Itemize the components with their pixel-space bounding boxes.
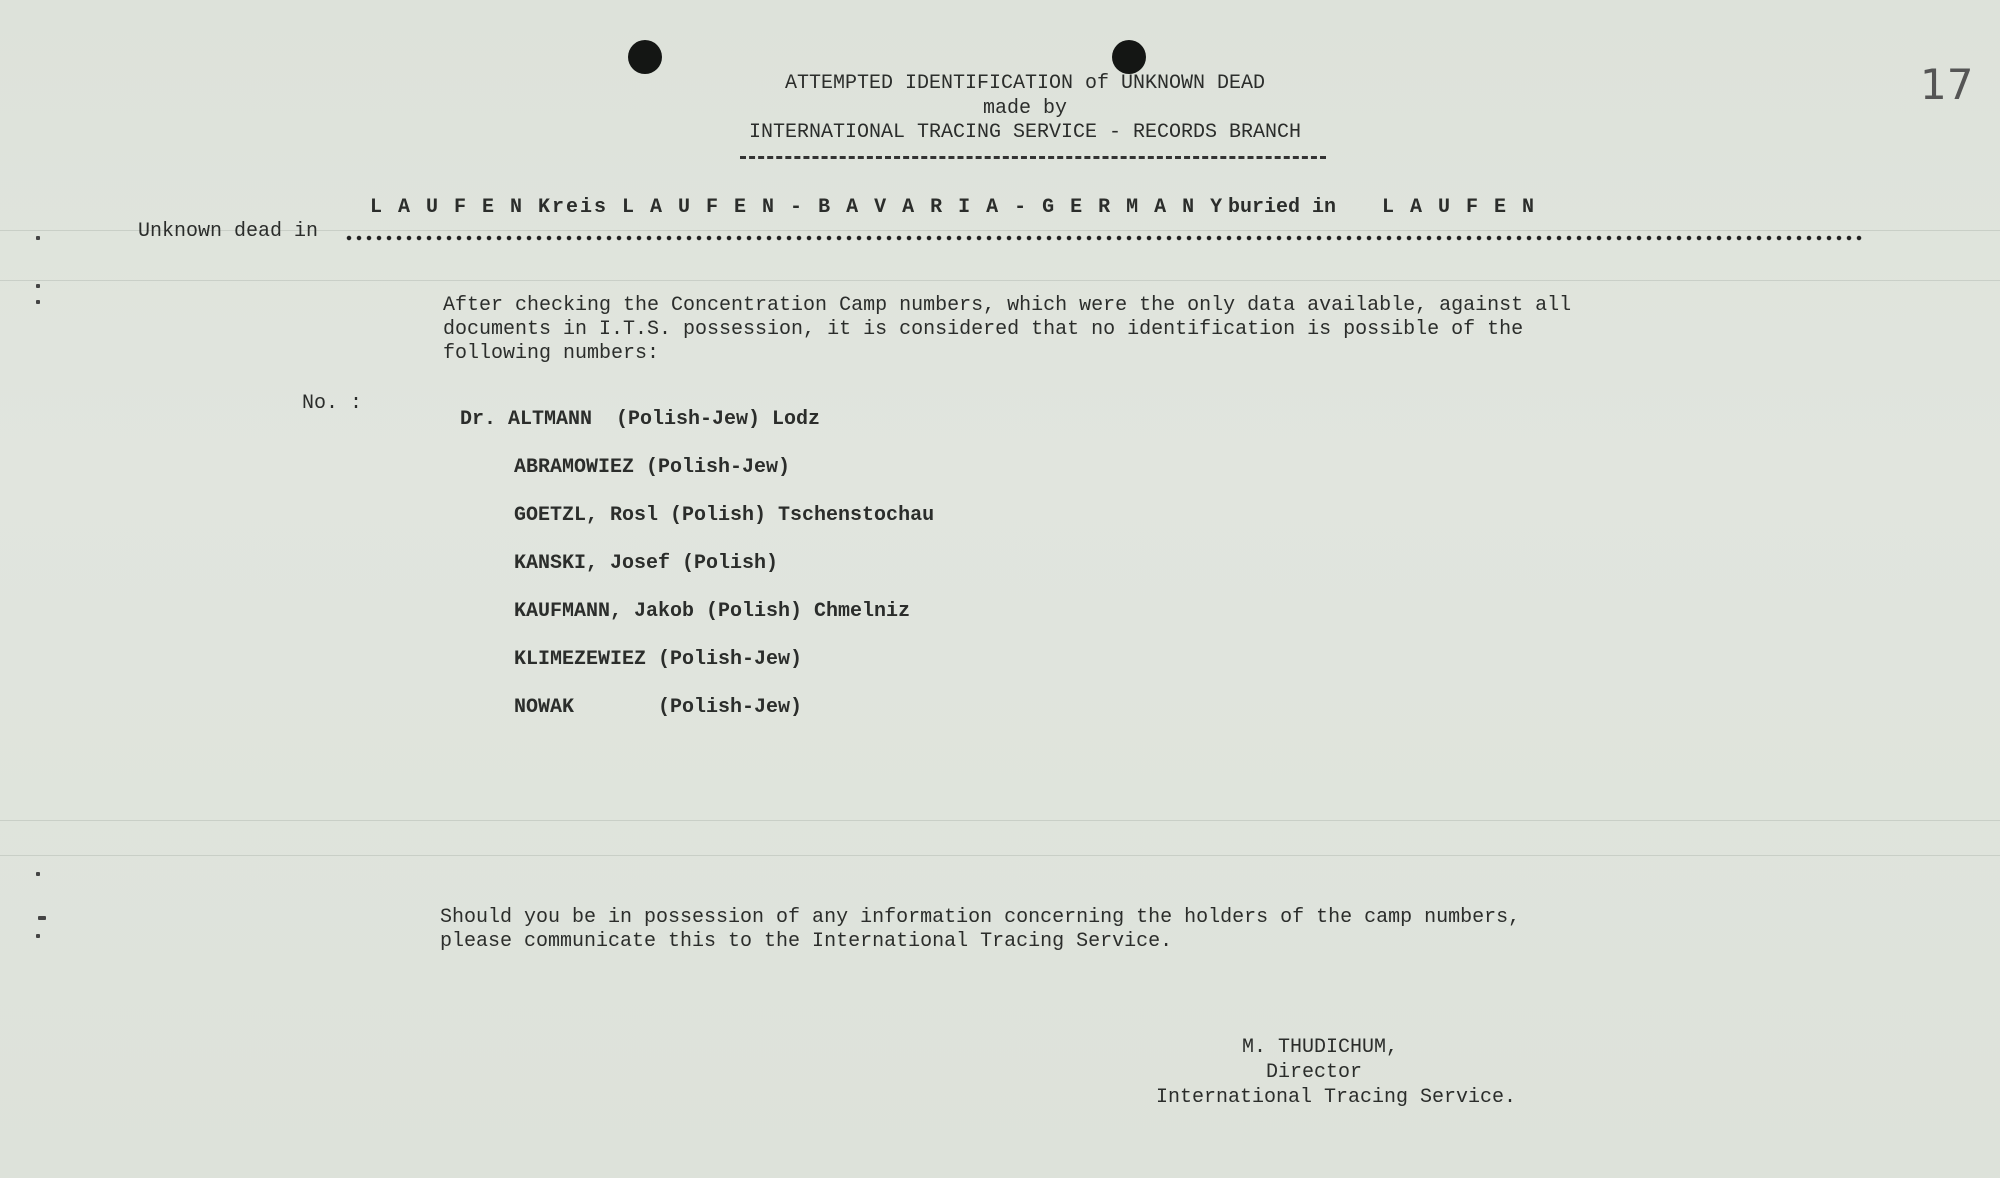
- margin-mark: [38, 916, 46, 920]
- header-title: ATTEMPTED IDENTIFICATION of UNKNOWN DEAD: [784, 72, 1266, 95]
- buried-place: L A U F E N: [1382, 196, 1537, 219]
- closing-line-2: please communicate this to the International Tracing Service.: [440, 930, 1173, 953]
- signature-title: Director: [1266, 1061, 1363, 1084]
- dotted-leader: [344, 235, 1866, 241]
- punch-hole-left: [628, 40, 662, 74]
- header-made-by: made by: [982, 97, 1067, 120]
- margin-mark: [36, 300, 40, 304]
- margin-mark: [36, 284, 40, 288]
- buried-label: buried in: [1228, 196, 1337, 219]
- signature-organization: International Tracing Service.: [1156, 1086, 1517, 1109]
- list-item: KLIMEZEWIEZ (Polish-Jew): [514, 648, 803, 671]
- numbers-label: No. :: [302, 392, 363, 415]
- list-item: KANSKI, Josef (Polish): [514, 552, 779, 575]
- paper-rule: [0, 855, 2000, 856]
- paper-rule: [0, 280, 2000, 281]
- list-item: Dr. ALTMANN (Polish-Jew) Lodz: [460, 408, 821, 431]
- intro-line-3: following numbers:: [443, 342, 660, 365]
- intro-line-2: documents in I.T.S. possession, it is considered that no identification is possible of the: [443, 318, 1524, 341]
- list-item: KAUFMANN, Jakob (Polish) Chmelniz: [514, 600, 911, 623]
- closing-line-1: Should you be in possession of any information concerning the holders of the camp numbers,: [440, 906, 1521, 929]
- header-organization: INTERNATIONAL TRACING SERVICE - RECORDS BRANCH: [748, 121, 1302, 144]
- list-item: NOWAK (Polish-Jew): [514, 696, 803, 719]
- signature-name: M. THUDICHUM,: [1242, 1036, 1399, 1059]
- margin-mark: [36, 934, 40, 938]
- list-item: ABRAMOWIEZ (Polish-Jew): [514, 456, 791, 479]
- location-place: L A U F E N Kreis L A U F E N - B A V A R I A - G E R M A N Y: [370, 196, 1225, 219]
- list-item: GOETZL, Rosl (Polish) Tschenstochau: [514, 504, 935, 527]
- header-underline: [740, 156, 1326, 159]
- paper-rule: [0, 820, 2000, 821]
- margin-mark: [36, 236, 40, 240]
- punch-hole-right: [1112, 40, 1146, 74]
- page-number: 17: [1920, 60, 1974, 109]
- location-label: Unknown dead in: [138, 220, 319, 243]
- margin-mark: [36, 872, 40, 876]
- intro-line-1: After checking the Concentration Camp numbers, which were the only data available, against all: [443, 294, 1572, 317]
